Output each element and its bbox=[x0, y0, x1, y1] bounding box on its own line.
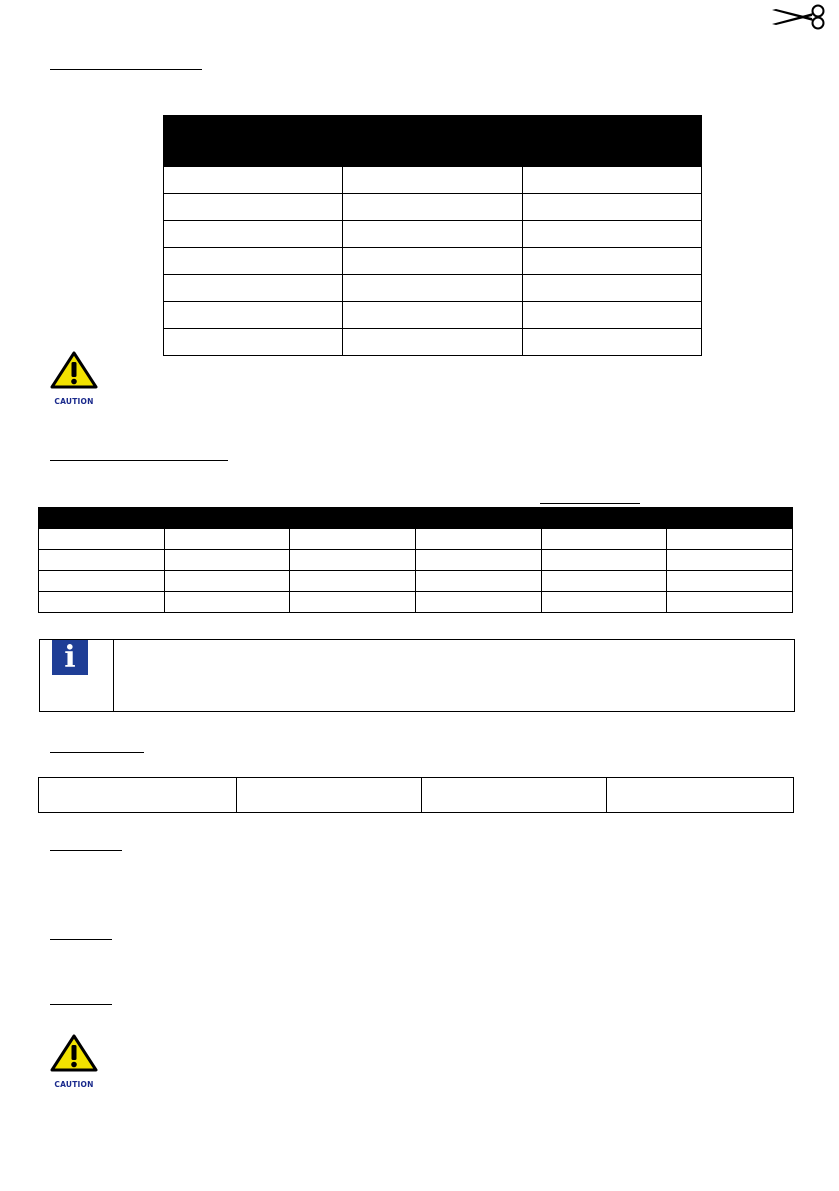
table-cell bbox=[39, 529, 165, 550]
caution-label: CAUTION bbox=[54, 1080, 94, 1089]
scissors-icon bbox=[768, 4, 830, 30]
table-cell bbox=[343, 302, 522, 329]
table-cell bbox=[164, 329, 343, 356]
table-header-cell bbox=[290, 508, 416, 529]
table-cell bbox=[667, 592, 793, 613]
table-header-cell bbox=[522, 116, 701, 167]
table-cell bbox=[522, 167, 701, 194]
table-cell bbox=[415, 592, 541, 613]
table-cell bbox=[164, 302, 343, 329]
table-header-cell bbox=[39, 508, 165, 529]
table-row bbox=[39, 550, 793, 571]
table-header-cell bbox=[164, 116, 343, 167]
caution-icon bbox=[50, 347, 98, 393]
caution-warning-1 bbox=[50, 347, 98, 406]
section-heading-6-underline bbox=[50, 1004, 112, 1005]
table-header-cell bbox=[164, 508, 290, 529]
table-cell bbox=[522, 248, 701, 275]
table-cell bbox=[39, 592, 165, 613]
table-cell bbox=[541, 529, 667, 550]
table-cell bbox=[667, 550, 793, 571]
table-cell bbox=[343, 167, 522, 194]
spec-table-1 bbox=[163, 115, 702, 356]
table-cell bbox=[522, 275, 701, 302]
table-header-cell bbox=[343, 116, 522, 167]
info-note-box bbox=[39, 639, 795, 712]
table-cell bbox=[422, 778, 607, 813]
table-cell bbox=[343, 275, 522, 302]
spec-table-2 bbox=[38, 507, 793, 613]
table-cell bbox=[415, 529, 541, 550]
table-cell bbox=[164, 275, 343, 302]
table-cell bbox=[164, 529, 290, 550]
table-cell bbox=[290, 592, 416, 613]
table-cell bbox=[343, 194, 522, 221]
table-row bbox=[39, 778, 794, 813]
table2-annotation-underline bbox=[540, 503, 640, 504]
table-cell bbox=[164, 248, 343, 275]
spec-table-3 bbox=[38, 777, 794, 813]
table-row bbox=[164, 248, 702, 275]
table-cell bbox=[607, 778, 794, 813]
table-header-cell bbox=[415, 508, 541, 529]
table-cell bbox=[522, 194, 701, 221]
table-cell bbox=[541, 550, 667, 571]
section-heading-1-underline bbox=[50, 69, 202, 70]
table-cell bbox=[290, 550, 416, 571]
table-cell bbox=[522, 329, 701, 356]
table-cell bbox=[164, 194, 343, 221]
table-cell bbox=[290, 529, 416, 550]
table-cell bbox=[541, 592, 667, 613]
section-heading-3-underline bbox=[50, 752, 144, 753]
table-cell bbox=[164, 167, 343, 194]
table-row bbox=[164, 194, 702, 221]
table-cell bbox=[39, 778, 237, 813]
table-cell bbox=[667, 529, 793, 550]
table-row bbox=[164, 167, 702, 194]
table-cell bbox=[164, 550, 290, 571]
table-row bbox=[164, 329, 702, 356]
section-heading-2-underline bbox=[50, 460, 228, 461]
table-header-cell bbox=[541, 508, 667, 529]
table-cell bbox=[415, 571, 541, 592]
table-cell bbox=[522, 302, 701, 329]
table-cell bbox=[290, 571, 416, 592]
table-cell bbox=[39, 550, 165, 571]
table-row bbox=[164, 221, 702, 248]
section-heading-5-underline bbox=[50, 939, 112, 940]
table-header-row bbox=[164, 116, 702, 167]
caution-warning-2 bbox=[50, 1030, 98, 1089]
table-cell bbox=[39, 571, 165, 592]
table-row bbox=[164, 275, 702, 302]
table-cell bbox=[237, 778, 422, 813]
table-header-cell bbox=[667, 508, 793, 529]
table-row bbox=[39, 592, 793, 613]
info-icon: i bbox=[52, 640, 88, 675]
caution-icon bbox=[50, 1030, 98, 1076]
table-header-row bbox=[39, 508, 793, 529]
caution-label: CAUTION bbox=[54, 397, 94, 406]
info-box-divider bbox=[113, 639, 114, 712]
table-cell bbox=[164, 221, 343, 248]
table-cell bbox=[667, 571, 793, 592]
table-cell bbox=[164, 592, 290, 613]
table-cell bbox=[343, 221, 522, 248]
table-row bbox=[39, 529, 793, 550]
table-cell bbox=[415, 550, 541, 571]
table-cell bbox=[343, 329, 522, 356]
table-row bbox=[164, 302, 702, 329]
table-row bbox=[39, 571, 793, 592]
table-cell bbox=[541, 571, 667, 592]
table-cell bbox=[164, 571, 290, 592]
section-heading-4-underline bbox=[50, 850, 122, 851]
table-cell bbox=[522, 221, 701, 248]
table-cell bbox=[343, 248, 522, 275]
